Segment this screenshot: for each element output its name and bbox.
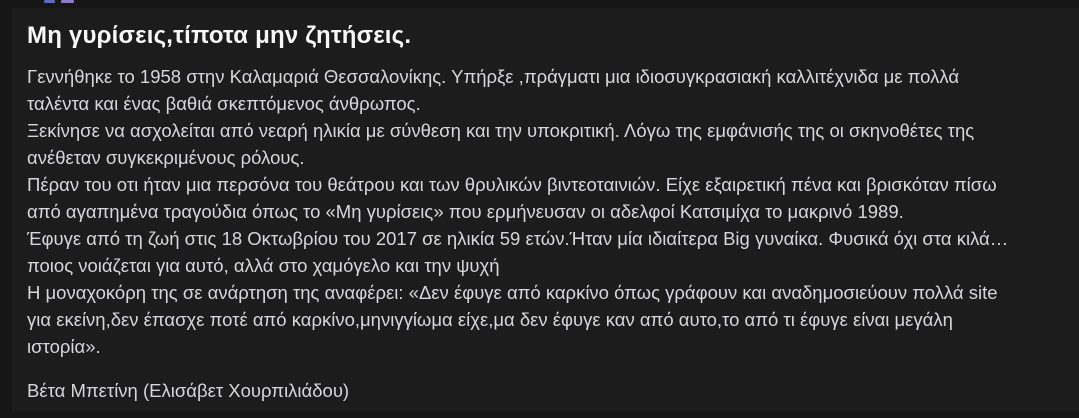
post-title: Μη γυρίσεις,τίποτα μην ζητήσεις. bbox=[27, 22, 412, 49]
paragraph bbox=[27, 63, 1061, 117]
text-line: Η μοναχοκόρη της σε ανάρτηση της αναφέρει: «Δεν έφυγε από καρκίνο όπως γράφουν και αναδημοσιεύουν πολλά site bbox=[27, 282, 998, 303]
post-panel bbox=[12, 8, 1079, 411]
clipped-link-part-icon bbox=[44, 0, 55, 3]
paragraph bbox=[27, 279, 1061, 360]
text-line: για εκείνη,δεν έπασχε ποτέ από καρκίνο,μηνιγγίωμα είχε,μα δεν έφυγε καν από αυτο,το από τι έφυγε είναι μεγάλη bbox=[27, 309, 953, 330]
text-line: Έφυγε από τη ζωή στις 18 Οκτωβρίου του 2017 σε ηλικία 59 ετών.Ήταν μία ιδιαίτερα Big γυναίκα. Φυσικά όχι στα κιλά… bbox=[27, 228, 1009, 249]
text-line: ποιος νοιάζεται για αυτό, αλλά στο χαμόγελο και την ψυχή bbox=[27, 255, 500, 276]
text-line: από αγαπημένα τραγούδια όπως το «Μη γυρίσεις» που ερμήνευσαν οι αδελφοί Κατσιμίχα το μακρινό 1989. bbox=[27, 201, 904, 222]
text-line: ταλέντα και ένας βαθιά σκεπτόμενος άνθρωπος. bbox=[27, 93, 421, 114]
text-line: ανέθεταν συγκεκριμένους ρόλους. bbox=[27, 147, 305, 168]
text-line: Ξεκίνησε να ασχολείται από νεαρή ηλικία με σύνθεση και την υποκριτική. Λόγω της εμφάνισής της οι σκηνοθέτες της bbox=[27, 120, 975, 141]
clipped-link-fragment[interactable] bbox=[44, 0, 74, 4]
post-body bbox=[27, 63, 1061, 360]
text-line: Γεννήθηκε το 1958 στην Καλαμαριά Θεσσαλονίκης. Υπήρξε ,πράγματι μια ιδιοσυγκρασιακή καλλιτέχνιδα με πολλά bbox=[27, 66, 960, 87]
text-line: Πέραν του οτι ήταν μια περσόνα του θεάτρου και των θρυλικών βιντεοταινιών. Είχε εξαιρετική πένα και βρισκόταν πίσω bbox=[27, 174, 997, 195]
paragraph bbox=[27, 171, 1061, 225]
paragraph bbox=[27, 225, 1061, 279]
clipped-link-part-icon bbox=[61, 0, 74, 3]
text-line: ιστορία». bbox=[27, 336, 101, 357]
paragraph bbox=[27, 117, 1061, 171]
post-author: Βέτα Μπετίνη (Ελισάβετ Χουρπιλιάδου) bbox=[27, 380, 350, 401]
